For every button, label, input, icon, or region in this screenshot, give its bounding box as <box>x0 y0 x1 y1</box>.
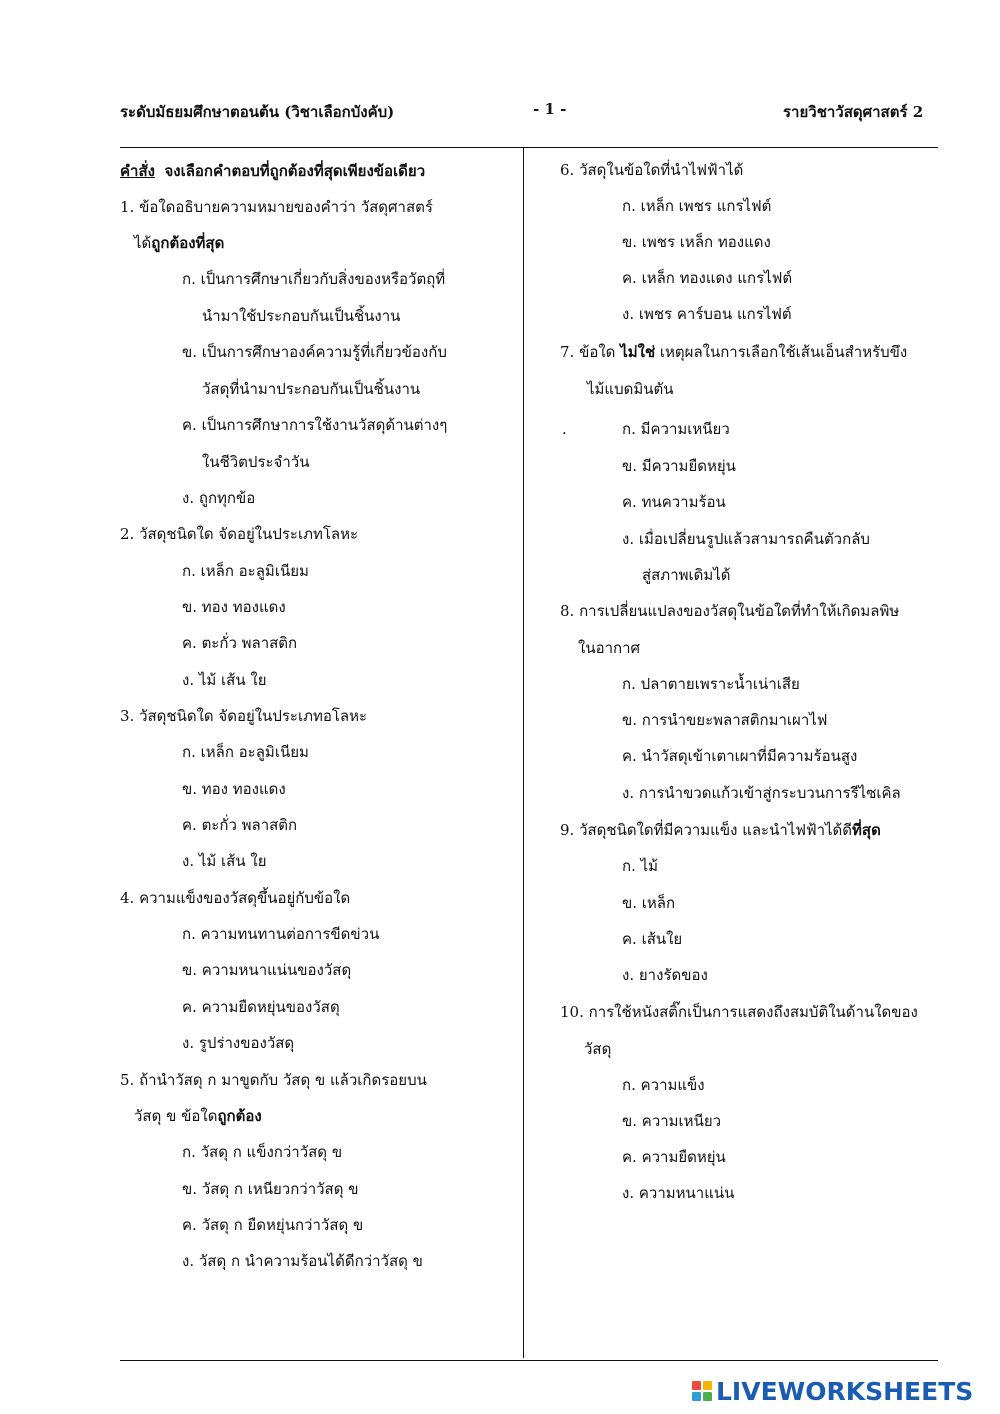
q7-stem-cont: ไม้แบดมินตัน <box>587 380 674 398</box>
q1-option-c-cont: ในชีวิตประจำวัน <box>202 453 310 471</box>
q1-option-d[interactable]: ง. ถูกทุกข้อ <box>182 489 256 507</box>
instruction <box>120 160 425 182</box>
logo-square-4 <box>703 1392 712 1401</box>
q6-option-c[interactable]: ค. เหล็ก ทองแดง แกรไฟต์ <box>622 269 793 287</box>
q10-option-b[interactable]: ข. ความเหนียว <box>622 1112 722 1130</box>
instruction-text: จงเลือกคำตอบที่ถูกต้องที่สุดเพียงข้อเดียว <box>164 162 426 180</box>
q5-stem: 5. ถ้านำวัสดุ ก มาขูดกับ วัสดุ ข แล้วเกิดรอยบน <box>120 1071 427 1089</box>
q9-stem <box>560 819 881 841</box>
q1-option-b[interactable]: ข. เป็นการศึกษาองค์ความรู้ที่เกี่ยวข้องกับ <box>182 343 447 361</box>
instruction-label: คำสั่ง <box>120 162 155 180</box>
q5-option-b[interactable]: ข. วัสดุ ก เหนียวกว่าวัสดุ ข <box>182 1180 359 1198</box>
q2-option-b[interactable]: ข. ทอง ทองแดง <box>182 598 286 616</box>
q4-option-d[interactable]: ง. รูปร่างของวัสดุ <box>182 1034 295 1052</box>
q9-option-d[interactable]: ง. ยางรัดของ <box>622 966 708 984</box>
logo-grid-icon <box>692 1381 712 1401</box>
q8-option-b[interactable]: ข. การนำขยะพลาสติกมาเผาไฟ <box>622 711 828 729</box>
bottom-rule <box>120 1360 938 1361</box>
top-rule <box>120 147 938 148</box>
q10-stem: 10. การใช้หนังสติ๊กเป็นการแสดงถึงสมบัติในด้านใดของ <box>560 1003 918 1021</box>
q2-option-d[interactable]: ง. ไม้ เส้น ใย <box>182 671 267 689</box>
header-right: รายวิชาวัสดุศาสตร์ 2 <box>783 103 924 121</box>
q10-option-d[interactable]: ง. ความหนาแน่น <box>622 1184 735 1202</box>
q10-option-c[interactable]: ค. ความยืดหยุ่น <box>622 1148 726 1166</box>
q7-option-a[interactable]: ก. มีความเหนียว <box>622 420 730 438</box>
q8-option-c[interactable]: ค. นำวัสดุเข้าเตาเผาที่มีความร้อนสูง <box>622 747 858 765</box>
q5-option-a[interactable]: ก. วัสดุ ก แข็งกว่าวัสดุ ข <box>182 1143 343 1161</box>
q7-stem-start: 7. ข้อใด <box>560 343 621 361</box>
q8-stem-cont: ในอากาศ <box>578 639 641 657</box>
q6-option-b[interactable]: ข. เพชร เหล็ก ทองแดง <box>622 233 771 251</box>
q6-option-d[interactable]: ง. เพชร คาร์บอน แกรไฟต์ <box>622 305 792 323</box>
q6-option-a[interactable]: ก. เหล็ก เพชร แกรไฟต์ <box>622 197 772 215</box>
q3-option-a[interactable]: ก. เหล็ก อะลูมิเนียม <box>182 743 309 761</box>
q10-stem-cont: วัสดุ <box>584 1040 612 1058</box>
q7-option-c[interactable]: ค. ทนความร้อน <box>622 493 726 511</box>
q2-stem: 2. วัสดุชนิดใด จัดอยู่ในประเภทโลหะ <box>120 525 359 543</box>
q4-stem: 4. ความแข็งของวัสดุขึ้นอยู่กับข้อใด <box>120 889 351 907</box>
q1-option-b-cont: วัสดุที่นำมาประกอบกันเป็นชิ้นงาน <box>202 380 421 398</box>
q5-stem-cont <box>134 1105 262 1127</box>
q8-option-d[interactable]: ง. การนำขวดแก้วเข้าสู่กระบวนการรีไซเคิล <box>622 784 901 802</box>
q3-stem: 3. วัสดุชนิดใด จัดอยู่ในประเภทอโลหะ <box>120 707 368 725</box>
q5-stem-cont-text: วัสดุ ข ข้อใด <box>134 1107 218 1125</box>
q8-option-a[interactable]: ก. ปลาตายเพราะน้ำเน่าเสีย <box>622 675 800 693</box>
q1-option-c[interactable]: ค. เป็นการศึกษาการใช้งานวัสดุด้านต่างๆ <box>182 416 448 434</box>
q3-option-b[interactable]: ข. ทอง ทองแดง <box>182 780 286 798</box>
q7-stem-emphasis: ไม่ใช่ <box>620 343 656 361</box>
header-left: ระดับมัธยมศึกษาตอนต้น (วิชาเลือกบังคับ) <box>120 103 395 121</box>
q7-stray-dot: . <box>562 420 567 438</box>
q9-option-a[interactable]: ก. ไม้ <box>622 857 659 875</box>
logo-square-2 <box>703 1381 712 1390</box>
logo-square-3 <box>692 1392 701 1401</box>
q9-option-b[interactable]: ข. เหล็ก <box>622 894 676 912</box>
q4-option-c[interactable]: ค. ความยืดหยุ่นของวัสดุ <box>182 998 340 1016</box>
q7-option-b[interactable]: ข. มีความยืดหยุ่น <box>622 457 736 475</box>
q5-stem-emphasis: ถูกต้อง <box>217 1107 262 1125</box>
q1-option-a[interactable]: ก. เป็นการศึกษาเกี่ยวกับสิ่งของหรือวัตถุที่ <box>182 270 446 288</box>
q9-stem-emphasis: ที่สุด <box>852 821 881 839</box>
q4-option-b[interactable]: ข. ความหนาแน่นของวัสดุ <box>182 961 352 979</box>
q9-stem-text: 9. วัสดุชนิดใดที่มีความแข็ง และนำไฟฟ้าได้ดี <box>560 821 853 839</box>
q9-option-c[interactable]: ค. เส้นใย <box>622 930 683 948</box>
q5-option-c[interactable]: ค. วัสดุ ก ยืดหยุ่นกว่าวัสดุ ข <box>182 1216 364 1234</box>
q7-stem-end: เหตุผลในการเลือกใช้เส้นเอ็นสำหรับขึง <box>655 343 908 361</box>
q10-option-a[interactable]: ก. ความแข็ง <box>622 1076 705 1094</box>
page-number: - 1 - <box>533 100 567 118</box>
q3-option-d[interactable]: ง. ไม้ เส้น ใย <box>182 852 267 870</box>
q1-stem-emphasis: ถูกต้องที่สุด <box>151 234 225 252</box>
q1-stem-cont-text: ได้ <box>134 234 152 252</box>
logo-text: LIVEWORKSHEETS <box>716 1376 974 1406</box>
q2-option-a[interactable]: ก. เหล็ก อะลูมิเนียม <box>182 562 309 580</box>
q3-option-c[interactable]: ค. ตะกั่ว พลาสติก <box>182 816 298 834</box>
q1-option-a-cont: นำมาใช้ประกอบกันเป็นชิ้นงาน <box>202 307 401 325</box>
liveworksheets-logo[interactable] <box>692 1376 973 1406</box>
logo-square-1 <box>692 1381 701 1390</box>
q2-option-c[interactable]: ค. ตะกั่ว พลาสติก <box>182 634 298 652</box>
q7-option-d-cont: สู่สภาพเดิมได้ <box>642 566 731 584</box>
q7-stem <box>560 341 907 363</box>
q7-option-d[interactable]: ง. เมื่อเปลี่ยนรูปแล้วสามารถคืนตัวกลับ <box>622 530 870 548</box>
q1-stem: 1. ข้อใดอธิบายความหมายของคำว่า วัสดุศาสตร์ <box>120 198 433 216</box>
q1-stem-cont <box>134 232 224 254</box>
q6-stem: 6. วัสดุในข้อใดที่นำไฟฟ้าได้ <box>560 161 744 179</box>
q5-option-d[interactable]: ง. วัสดุ ก นำความร้อนได้ดีกว่าวัสดุ ข <box>182 1252 423 1270</box>
q8-stem: 8. การเปลี่ยนแปลงของวัสดุในข้อใดที่ทำให้เกิดมลพิษ <box>560 602 900 620</box>
column-divider <box>523 148 524 1358</box>
q4-option-a[interactable]: ก. ความทนทานต่อการขีดข่วน <box>182 925 380 943</box>
